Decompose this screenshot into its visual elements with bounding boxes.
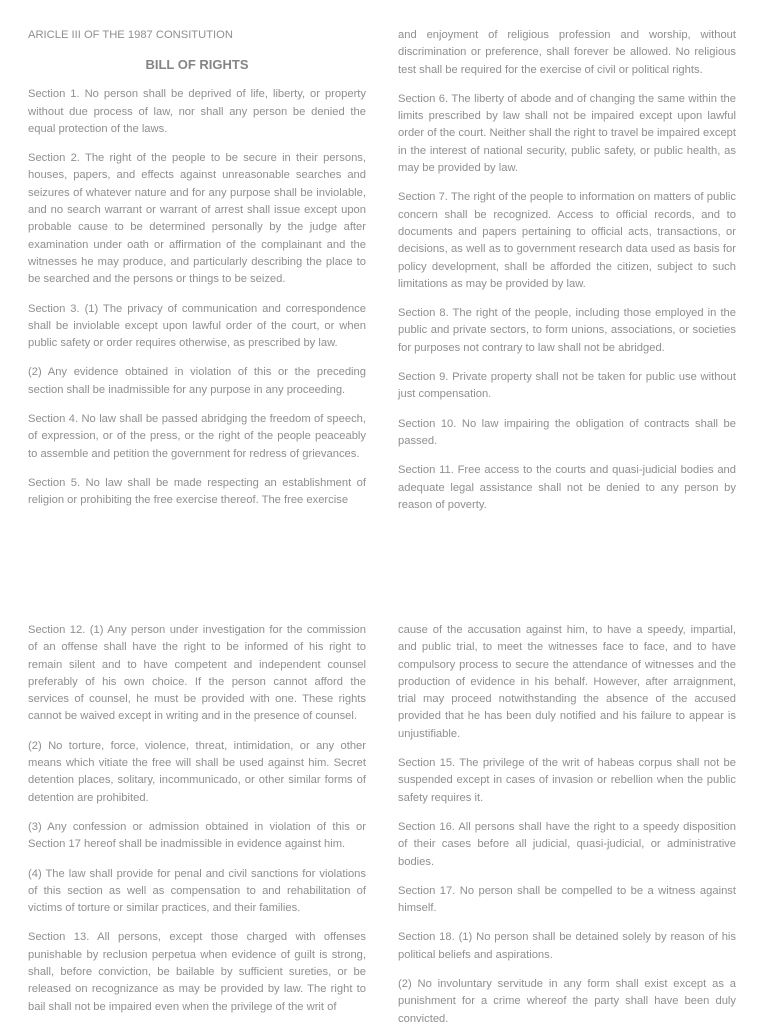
section-18-paragraph: Section 18. (1) No person shall be detained solely by reason of his political beliefs and aspirations.: [398, 931, 736, 961]
section-12-2-paragraph: (2) No torture, force, violence, threat, intimidation, or any other means which vitiate the free will shall be used against him. Secret detention places, solitary, incommunicado, or other similar forms of detention are prohibited.: [28, 739, 366, 804]
section-5-continued-paragraph: and enjoyment of religious profession and worship, without discrimination or preference, shall forever be allowed. No religious test shall be required for the exercise of civil or political rights.: [398, 29, 736, 76]
section-2-paragraph: Section 2. The right of the people to be secure in their persons, houses, papers, and effects against unreasonable searches and seizures of whatever nature and for any purpose shall be inviolable, and no search warrant or warrant of arrest shall issue except upon probable cause to be determined personally by the judge after examination under oath or affirmation of the complainant and the witnesses he may produce, and particularly describing the place to be searched and the persons or things to be seized.: [28, 152, 366, 286]
section-5-paragraph: Section 5. No law shall be made respecting an establishment of religion or prohibiting the free exercise thereof. The free exercise: [28, 476, 366, 507]
section-3-paragraph: Section 3. (1) The privacy of communication and correspondence shall be inviolable except upon lawful order of the court, or when public safety or order requires otherwise, as prescribed by law.: [28, 302, 366, 350]
section-16-paragraph: Section 16. All persons shall have the right to a speedy disposition of their cases before all judicial, quasi-judicial, or administrative bodies.: [398, 820, 736, 868]
section-10-paragraph: Section 10. No law impairing the obligation of contracts shall be passed.: [398, 417, 736, 447]
section-3-2-paragraph: (2) Any evidence obtained in violation of this or the preceding section shall be inadmissible for any purpose in any proceeding.: [28, 366, 366, 396]
section-7-paragraph: Section 7. The right of the people to information on matters of public concern shall be recognized. Access to official records, and to documents and papers pertaining to official acts, transactions, or decisions, as well as to government research data used as basis for policy development, shall be afforded the citizen, subject to such limitations as may be provided by law.: [398, 191, 736, 290]
page-2: [0, 512, 768, 1024]
section-1-paragraph: Section 1. No person shall be deprived of life, liberty, or property without due process of law, nor shall any person be denied the equal protection of the laws.: [28, 88, 366, 135]
section-12-3-paragraph: (3) Any confession or admission obtained in violation of this or Section 17 hereof shall be inadmissible in evidence against him.: [28, 820, 366, 851]
document-title: BILL OF RIGHTS: [145, 57, 249, 73]
section-15-paragraph: Section 15. The privilege of the writ of habeas corpus shall not be suspended except in cases of invasion or rebellion when the public safety requires it.: [398, 757, 736, 804]
section-14-continued-paragraph: cause of the accusation against him, to have a speedy, impartial, and public trial, to meet the witnesses face to face, and to have compulsory process to secure the attendance of witnesses and the production of evidence in his behalf. However, after arraignment, trial may proceed notwithstanding the absence of the accused provided that he has been duly notified and his failure to appear is unjustifiable.: [398, 624, 736, 740]
section-11-paragraph: Section 11. Free access to the courts and quasi-judicial bodies and adequate legal assistance shall not be denied to any person by reason of poverty.: [398, 464, 736, 511]
section-8-paragraph: Section 8. The right of the people, including those employed in the public and private sectors, to form unions, associations, or societies for purposes not contrary to law shall not be abridged.: [398, 307, 736, 354]
section-6-paragraph: Section 6. The liberty of abode and of changing the same within the limits prescribed by law shall not be impaired except upon lawful order of the court. Neither shall the right to travel be impaired except in the interest of national security, public safety, or public health, as may be provided by law.: [398, 92, 736, 175]
section-18-2-paragraph: (2) No involuntary servitude in any form shall exist except as a punishment for a crime whereof the party shall have been duly convicted.: [398, 978, 736, 1024]
section-9-paragraph: Section 9. Private property shall not be taken for public use without just compensation.: [398, 371, 736, 401]
document-header: ARICLE III OF THE 1987 CONSITUTION: [28, 29, 233, 41]
page-2-left-column: [28, 622, 366, 1024]
section-17-paragraph: Section 17. No person shall be compelled to be a witness against himself.: [398, 884, 736, 915]
page-1-left-column: [28, 27, 366, 512]
section-12-paragraph: Section 12. (1) Any person under investigation for the commission of an offense shall have the right to be informed of his right to remain silent and to have competent and independent counsel preferably of his own choice. If the person cannot afford the services of counsel, he must be provided with one. These rights cannot be waived except in writing and in the presence of counsel.: [28, 624, 366, 723]
section-13-paragraph: Section 13. All persons, except those charged with offenses punishable by reclusion perpetua when evidence of guilt is strong, shall, before conviction, be bailable by sufficient sureties, or be released on recognizance as may be provided by law. The right to bail shall not be impaired even when the privilege of the writ of: [28, 931, 366, 1013]
page-1-right-column: [398, 27, 736, 512]
page-2-right-column: [398, 622, 736, 1024]
section-4-paragraph: Section 4. No law shall be passed abridging the freedom of speech, of expression, or of the press, or the right of the people peaceably to assemble and petition the government for redress of grievances.: [28, 413, 366, 460]
section-12-4-paragraph: (4) The law shall provide for penal and civil sanctions for violations of this section as well as compensation to and rehabilitation of victims of torture or similar practices, and their families.: [28, 867, 366, 915]
